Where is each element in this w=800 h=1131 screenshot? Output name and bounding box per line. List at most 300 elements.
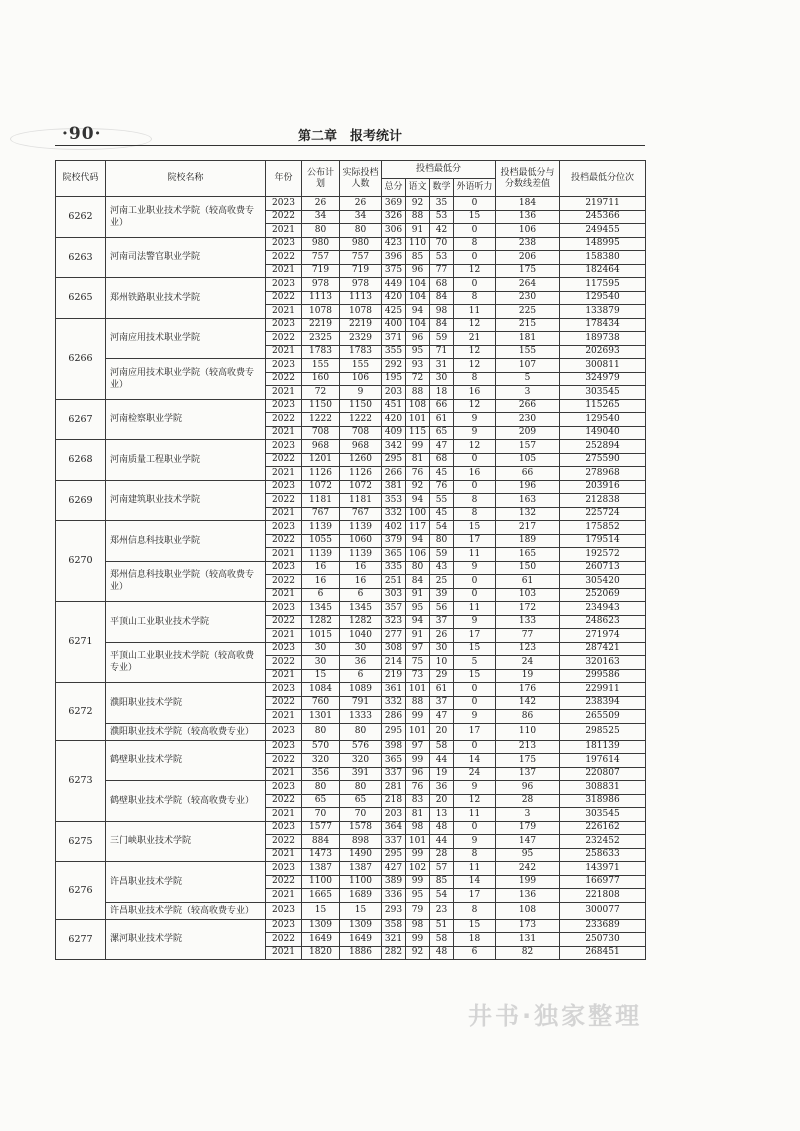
- diff-cell: 103: [496, 588, 560, 602]
- total-score-cell: 332: [382, 507, 406, 521]
- year-cell: 2023: [266, 399, 302, 413]
- year-cell: 2022: [266, 835, 302, 849]
- year-cell: 2021: [266, 548, 302, 562]
- rank-cell: 248623: [560, 615, 646, 629]
- total-score-cell: 293: [382, 902, 406, 919]
- chinese-score-cell: 101: [406, 683, 430, 697]
- year-cell: 2021: [266, 848, 302, 862]
- total-score-cell: 389: [382, 875, 406, 889]
- actual-cell: 1886: [340, 946, 382, 960]
- total-score-cell: 365: [382, 548, 406, 562]
- chinese-score-cell: 99: [406, 933, 430, 947]
- total-score-cell: 342: [382, 440, 406, 454]
- listening-score-cell: 17: [454, 534, 496, 548]
- listening-score-cell: 0: [454, 224, 496, 238]
- chinese-score-cell: 96: [406, 264, 430, 278]
- rank-cell: 179514: [560, 534, 646, 548]
- school-code: 6271: [56, 602, 106, 683]
- plan-cell: 1113: [302, 291, 340, 305]
- school-code: 6272: [56, 683, 106, 741]
- actual-cell: 1260: [340, 453, 382, 467]
- chinese-score-cell: 76: [406, 467, 430, 481]
- plan-cell: 1084: [302, 683, 340, 697]
- chinese-score-cell: 117: [406, 521, 430, 535]
- chinese-score-cell: 95: [406, 889, 430, 903]
- table-row: [56, 740, 646, 754]
- header-actual: 实际投档人数: [340, 161, 382, 197]
- diff-cell: 175: [496, 264, 560, 278]
- chinese-score-cell: 83: [406, 794, 430, 808]
- year-cell: 2021: [266, 889, 302, 903]
- rank-cell: 303545: [560, 808, 646, 822]
- school-code: 6268: [56, 440, 106, 481]
- diff-cell: 108: [496, 902, 560, 919]
- total-score-cell: 303: [382, 588, 406, 602]
- actual-cell: 978: [340, 278, 382, 292]
- chinese-score-cell: 93: [406, 359, 430, 373]
- rank-cell: 299586: [560, 669, 646, 683]
- total-score-cell: 355: [382, 345, 406, 359]
- total-score-cell: 364: [382, 821, 406, 835]
- school-name: 鹤壁职业技术学院: [106, 740, 266, 781]
- chinese-score-cell: 94: [406, 615, 430, 629]
- actual-cell: 16: [340, 561, 382, 575]
- listening-score-cell: 14: [454, 754, 496, 768]
- diff-cell: 106: [496, 224, 560, 238]
- diff-cell: 105: [496, 453, 560, 467]
- diff-cell: 66: [496, 467, 560, 481]
- chinese-score-cell: 95: [406, 345, 430, 359]
- chinese-score-cell: 99: [406, 710, 430, 724]
- table-row: [56, 723, 646, 740]
- total-score-cell: 308: [382, 642, 406, 656]
- year-cell: 2022: [266, 754, 302, 768]
- actual-cell: 106: [340, 372, 382, 386]
- school-code: 6273: [56, 740, 106, 821]
- listening-score-cell: 0: [454, 453, 496, 467]
- school-name: 郑州信息科技职业学院（较高收费专业）: [106, 561, 266, 602]
- listening-score-cell: 8: [454, 494, 496, 508]
- math-score-cell: 70: [430, 237, 454, 251]
- actual-cell: 1072: [340, 480, 382, 494]
- actual-cell: 1333: [340, 710, 382, 724]
- chinese-score-cell: 79: [406, 902, 430, 919]
- total-score-cell: 336: [382, 889, 406, 903]
- diff-cell: 215: [496, 318, 560, 332]
- diff-cell: 24: [496, 656, 560, 670]
- rank-cell: 158380: [560, 251, 646, 265]
- plan-cell: 978: [302, 278, 340, 292]
- math-score-cell: 84: [430, 291, 454, 305]
- year-cell: 2021: [266, 264, 302, 278]
- year-cell: 2023: [266, 642, 302, 656]
- chinese-score-cell: 85: [406, 251, 430, 265]
- listening-score-cell: 0: [454, 821, 496, 835]
- listening-score-cell: 0: [454, 683, 496, 697]
- chinese-score-cell: 102: [406, 862, 430, 876]
- diff-cell: 3: [496, 808, 560, 822]
- actual-cell: 1060: [340, 534, 382, 548]
- year-cell: 2021: [266, 710, 302, 724]
- chinese-score-cell: 99: [406, 875, 430, 889]
- math-score-cell: 43: [430, 561, 454, 575]
- actual-cell: 757: [340, 251, 382, 265]
- year-cell: 2023: [266, 919, 302, 933]
- header-rule: [55, 145, 645, 146]
- chinese-score-cell: 115: [406, 426, 430, 440]
- admission-stats-table-container: [55, 160, 645, 960]
- year-cell: 2021: [266, 426, 302, 440]
- listening-score-cell: 18: [454, 933, 496, 947]
- total-score-cell: 398: [382, 740, 406, 754]
- plan-cell: 1473: [302, 848, 340, 862]
- diff-cell: 61: [496, 575, 560, 589]
- actual-cell: 719: [340, 264, 382, 278]
- year-cell: 2021: [266, 386, 302, 400]
- plan-cell: 708: [302, 426, 340, 440]
- year-cell: 2023: [266, 602, 302, 616]
- plan-cell: 757: [302, 251, 340, 265]
- math-score-cell: 65: [430, 426, 454, 440]
- diff-cell: 173: [496, 919, 560, 933]
- rank-cell: 212838: [560, 494, 646, 508]
- chinese-score-cell: 98: [406, 919, 430, 933]
- math-score-cell: 76: [430, 480, 454, 494]
- math-score-cell: 44: [430, 754, 454, 768]
- year-cell: 2023: [266, 683, 302, 697]
- total-score-cell: 195: [382, 372, 406, 386]
- plan-cell: 6: [302, 588, 340, 602]
- year-cell: 2023: [266, 237, 302, 251]
- table-row: [56, 278, 646, 292]
- table-row: [56, 318, 646, 332]
- table-row: [56, 237, 646, 251]
- chinese-score-cell: 88: [406, 210, 430, 224]
- plan-cell: 80: [302, 723, 340, 740]
- math-score-cell: 56: [430, 602, 454, 616]
- diff-cell: 184: [496, 197, 560, 211]
- diff-cell: 147: [496, 835, 560, 849]
- chinese-score-cell: 92: [406, 197, 430, 211]
- rank-cell: 278968: [560, 467, 646, 481]
- math-score-cell: 47: [430, 440, 454, 454]
- total-score-cell: 402: [382, 521, 406, 535]
- listening-score-cell: 8: [454, 507, 496, 521]
- diff-cell: 157: [496, 440, 560, 454]
- actual-cell: 1181: [340, 494, 382, 508]
- diff-cell: 206: [496, 251, 560, 265]
- diff-cell: 77: [496, 629, 560, 643]
- header-rank: 投档最低分位次: [560, 161, 646, 197]
- diff-cell: 217: [496, 521, 560, 535]
- math-score-cell: 61: [430, 683, 454, 697]
- total-score-cell: 295: [382, 848, 406, 862]
- plan-cell: 1078: [302, 305, 340, 319]
- rank-cell: 258633: [560, 848, 646, 862]
- listening-score-cell: 0: [454, 740, 496, 754]
- total-score-cell: 266: [382, 467, 406, 481]
- plan-cell: 16: [302, 575, 340, 589]
- chinese-score-cell: 94: [406, 534, 430, 548]
- year-cell: 2023: [266, 440, 302, 454]
- table-row: [56, 399, 646, 413]
- plan-cell: 1072: [302, 480, 340, 494]
- rank-cell: 305420: [560, 575, 646, 589]
- chinese-score-cell: 100: [406, 507, 430, 521]
- total-score-cell: 281: [382, 781, 406, 795]
- math-score-cell: 42: [430, 224, 454, 238]
- total-score-cell: 423: [382, 237, 406, 251]
- plan-cell: 1649: [302, 933, 340, 947]
- diff-cell: 209: [496, 426, 560, 440]
- admission-stats-table: [55, 160, 646, 960]
- school-code: 6276: [56, 862, 106, 920]
- year-cell: 2021: [266, 588, 302, 602]
- listening-score-cell: 0: [454, 575, 496, 589]
- plan-cell: 1150: [302, 399, 340, 413]
- listening-score-cell: 11: [454, 602, 496, 616]
- diff-cell: 181: [496, 332, 560, 346]
- listening-score-cell: 0: [454, 251, 496, 265]
- rank-cell: 181139: [560, 740, 646, 754]
- chinese-score-cell: 81: [406, 453, 430, 467]
- header-listening: 外语听力: [454, 179, 496, 197]
- actual-cell: 791: [340, 696, 382, 710]
- rank-cell: 250730: [560, 933, 646, 947]
- total-score-cell: 321: [382, 933, 406, 947]
- plan-cell: 1309: [302, 919, 340, 933]
- listening-score-cell: 8: [454, 902, 496, 919]
- math-score-cell: 44: [430, 835, 454, 849]
- year-cell: 2023: [266, 862, 302, 876]
- rank-cell: 318986: [560, 794, 646, 808]
- listening-score-cell: 9: [454, 710, 496, 724]
- plan-cell: 65: [302, 794, 340, 808]
- listening-score-cell: 17: [454, 889, 496, 903]
- plan-cell: 1820: [302, 946, 340, 960]
- listening-score-cell: 0: [454, 696, 496, 710]
- actual-cell: 65: [340, 794, 382, 808]
- total-score-cell: 420: [382, 413, 406, 427]
- diff-cell: 175: [496, 754, 560, 768]
- chinese-score-cell: 75: [406, 656, 430, 670]
- rank-cell: 268451: [560, 946, 646, 960]
- year-cell: 2023: [266, 561, 302, 575]
- school-code: 6270: [56, 521, 106, 602]
- diff-cell: 96: [496, 781, 560, 795]
- plan-cell: 968: [302, 440, 340, 454]
- plan-cell: 1301: [302, 710, 340, 724]
- math-score-cell: 48: [430, 946, 454, 960]
- listening-score-cell: 12: [454, 318, 496, 332]
- header-plan: 公布计划: [302, 161, 340, 197]
- actual-cell: 968: [340, 440, 382, 454]
- school-code: 6266: [56, 318, 106, 399]
- rank-cell: 226162: [560, 821, 646, 835]
- diff-cell: 123: [496, 642, 560, 656]
- diff-cell: 28: [496, 794, 560, 808]
- plan-cell: 719: [302, 264, 340, 278]
- chinese-score-cell: 106: [406, 548, 430, 562]
- plan-cell: 1139: [302, 548, 340, 562]
- math-score-cell: 68: [430, 453, 454, 467]
- listening-score-cell: 0: [454, 197, 496, 211]
- plan-cell: 30: [302, 642, 340, 656]
- math-score-cell: 59: [430, 332, 454, 346]
- actual-cell: 1113: [340, 291, 382, 305]
- math-score-cell: 58: [430, 740, 454, 754]
- total-score-cell: 409: [382, 426, 406, 440]
- school-code: 6269: [56, 480, 106, 521]
- school-name: 河南质量工程职业学院: [106, 440, 266, 481]
- actual-cell: 320: [340, 754, 382, 768]
- total-score-cell: 277: [382, 629, 406, 643]
- total-score-cell: 381: [382, 480, 406, 494]
- math-score-cell: 85: [430, 875, 454, 889]
- diff-cell: 82: [496, 946, 560, 960]
- actual-cell: 1783: [340, 345, 382, 359]
- year-cell: 2022: [266, 933, 302, 947]
- chinese-score-cell: 97: [406, 740, 430, 754]
- actual-cell: 15: [340, 902, 382, 919]
- year-cell: 2023: [266, 821, 302, 835]
- actual-cell: 1345: [340, 602, 382, 616]
- plan-cell: 15: [302, 669, 340, 683]
- rank-cell: 182464: [560, 264, 646, 278]
- math-score-cell: 23: [430, 902, 454, 919]
- actual-cell: 1040: [340, 629, 382, 643]
- rank-cell: 175852: [560, 521, 646, 535]
- chinese-score-cell: 101: [406, 723, 430, 740]
- year-cell: 2022: [266, 615, 302, 629]
- year-cell: 2023: [266, 723, 302, 740]
- chinese-score-cell: 96: [406, 332, 430, 346]
- total-score-cell: 369: [382, 197, 406, 211]
- year-cell: 2021: [266, 669, 302, 683]
- total-score-cell: 427: [382, 862, 406, 876]
- diff-cell: 196: [496, 480, 560, 494]
- actual-cell: 898: [340, 835, 382, 849]
- listening-score-cell: 15: [454, 642, 496, 656]
- plan-cell: 1100: [302, 875, 340, 889]
- diff-cell: 3: [496, 386, 560, 400]
- school-name: 河南检察职业学院: [106, 399, 266, 440]
- rank-cell: 275590: [560, 453, 646, 467]
- year-cell: 2022: [266, 210, 302, 224]
- diff-cell: 266: [496, 399, 560, 413]
- school-name: 平顶山工业职业技术学院: [106, 602, 266, 643]
- math-score-cell: 84: [430, 318, 454, 332]
- math-score-cell: 71: [430, 345, 454, 359]
- school-name: 三门峡职业技术学院: [106, 821, 266, 862]
- total-score-cell: 400: [382, 318, 406, 332]
- watermark: 井书·独家整理: [468, 1002, 643, 1030]
- diff-cell: 238: [496, 237, 560, 251]
- school-code: 6277: [56, 919, 106, 960]
- diff-cell: 136: [496, 210, 560, 224]
- chinese-score-cell: 91: [406, 588, 430, 602]
- diff-cell: 172: [496, 602, 560, 616]
- actual-cell: 70: [340, 808, 382, 822]
- table-row: [56, 902, 646, 919]
- year-cell: 2023: [266, 521, 302, 535]
- table-row: [56, 521, 646, 535]
- rank-cell: 324979: [560, 372, 646, 386]
- listening-score-cell: 12: [454, 345, 496, 359]
- rank-cell: 220807: [560, 767, 646, 781]
- diff-cell: 132: [496, 507, 560, 521]
- plan-cell: 1282: [302, 615, 340, 629]
- table-row: [56, 919, 646, 933]
- total-score-cell: 295: [382, 723, 406, 740]
- math-score-cell: 37: [430, 615, 454, 629]
- rank-cell: 202693: [560, 345, 646, 359]
- chinese-score-cell: 88: [406, 386, 430, 400]
- table-row: [56, 359, 646, 373]
- math-score-cell: 13: [430, 808, 454, 822]
- page-number: ·90·: [62, 124, 102, 144]
- header-name: 院校名称: [106, 161, 266, 197]
- rank-cell: 178434: [560, 318, 646, 332]
- math-score-cell: 45: [430, 507, 454, 521]
- chinese-score-cell: 110: [406, 237, 430, 251]
- actual-cell: 16: [340, 575, 382, 589]
- listening-score-cell: 12: [454, 264, 496, 278]
- rank-cell: 308831: [560, 781, 646, 795]
- listening-score-cell: 11: [454, 548, 496, 562]
- math-score-cell: 30: [430, 642, 454, 656]
- rank-cell: 192572: [560, 548, 646, 562]
- actual-cell: 1689: [340, 889, 382, 903]
- chinese-score-cell: 98: [406, 821, 430, 835]
- listening-score-cell: 12: [454, 399, 496, 413]
- school-name: 河南应用技术职业学院: [106, 318, 266, 359]
- diff-cell: 225: [496, 305, 560, 319]
- actual-cell: 767: [340, 507, 382, 521]
- math-score-cell: 53: [430, 210, 454, 224]
- plan-cell: 160: [302, 372, 340, 386]
- year-cell: 2022: [266, 794, 302, 808]
- rank-cell: 129540: [560, 291, 646, 305]
- actual-cell: 391: [340, 767, 382, 781]
- plan-cell: 155: [302, 359, 340, 373]
- rank-cell: 238394: [560, 696, 646, 710]
- actual-cell: 80: [340, 723, 382, 740]
- chinese-score-cell: 88: [406, 696, 430, 710]
- diff-cell: 242: [496, 862, 560, 876]
- math-score-cell: 20: [430, 794, 454, 808]
- year-cell: 2023: [266, 278, 302, 292]
- rank-cell: 149040: [560, 426, 646, 440]
- plan-cell: 80: [302, 781, 340, 795]
- rank-cell: 298525: [560, 723, 646, 740]
- plan-cell: 70: [302, 808, 340, 822]
- math-score-cell: 31: [430, 359, 454, 373]
- header-diff: 投档最低分与分数线差值: [496, 161, 560, 197]
- listening-score-cell: 6: [454, 946, 496, 960]
- plan-cell: 1387: [302, 862, 340, 876]
- chinese-score-cell: 94: [406, 494, 430, 508]
- math-score-cell: 58: [430, 933, 454, 947]
- listening-score-cell: 9: [454, 781, 496, 795]
- listening-score-cell: 8: [454, 291, 496, 305]
- listening-score-cell: 11: [454, 808, 496, 822]
- rank-cell: 233689: [560, 919, 646, 933]
- rank-cell: 249455: [560, 224, 646, 238]
- plan-cell: 760: [302, 696, 340, 710]
- actual-cell: 36: [340, 656, 382, 670]
- listening-score-cell: 0: [454, 278, 496, 292]
